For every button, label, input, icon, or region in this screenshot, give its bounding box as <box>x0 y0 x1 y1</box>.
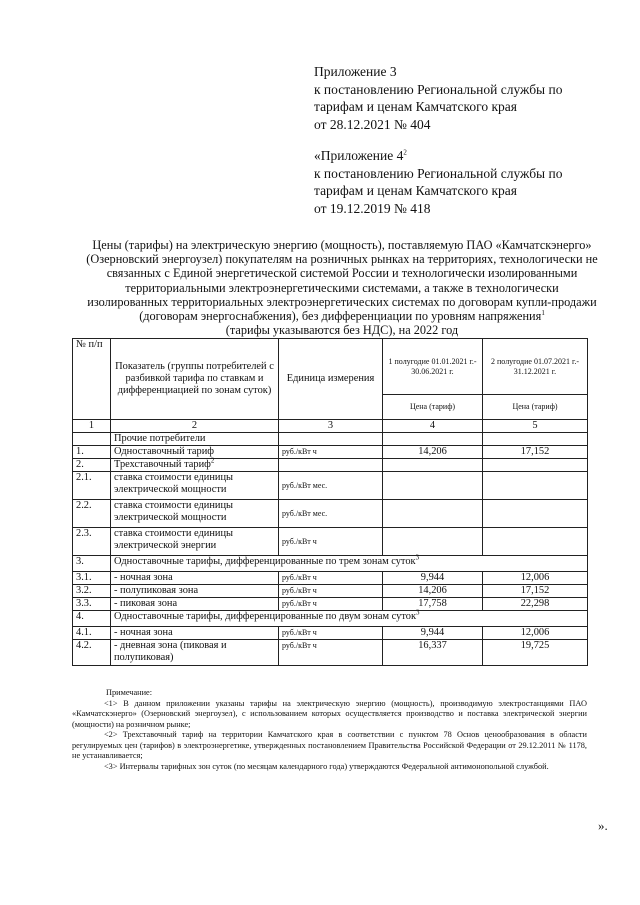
column-number: 1 <box>73 420 111 433</box>
table-row <box>73 572 588 585</box>
appendix-4-2-line4: от 19.12.2019 № 418 <box>314 200 431 216</box>
appendix-3-header <box>314 63 634 133</box>
appendix-3-line3: тарифам и ценам Камчатского края <box>314 99 517 114</box>
title-line: территориальными электроэнергетическими системами, а также в технологически <box>125 280 559 295</box>
footnote-2: <2> Трехставочный тариф на территории Камчатского края в соответствии с пунктом 78 Основ ценообразования в области регулируемых цен (тарифов) в электроэнергетике, утвержденных постановлением Правительства Российской Федерации от 29.12.2011 № 1178, не устанавливается; <box>72 730 587 760</box>
row-unit: руб./кВт ч <box>279 528 383 556</box>
column-number: 3 <box>279 420 383 433</box>
column-number: 5 <box>483 420 588 433</box>
row-number: 2.2. <box>73 500 111 528</box>
table-row <box>73 446 588 459</box>
header-unit: Единица измерения <box>279 339 383 420</box>
appendix-4-2-line2: к постановлению Региональной службы по <box>314 165 563 181</box>
title-line: Цены (тарифы) на электрическую энергию (мощность), поставляемую ПАО «Камчатскэнерго» <box>92 238 592 252</box>
footnote-1: <1> В данном приложении указаны тарифы на электрическую энергию (мощность), производимую электростанциями ПАО «Камчатскэнерго» (Озерновский энергоузел), с использованием которых осуществляется производство и поставка электрической энергии (мощности) на розничном рынке; <box>72 698 587 729</box>
column-number: 2 <box>111 420 279 433</box>
row-unit: руб./кВт ч <box>279 446 383 459</box>
appendix-3-line1: Приложение 3 <box>314 64 397 79</box>
column-number: 4 <box>383 420 483 433</box>
row-unit: руб./кВт ч <box>279 598 383 611</box>
row-value-half2: 22,298 <box>483 598 588 611</box>
header-half1: 1 полугодие 01.01.2021 г.- 30.06.2021 г. <box>383 339 483 395</box>
notes-label: Примечание: <box>106 688 153 697</box>
row-unit: руб./кВт ч <box>279 627 383 640</box>
table-row <box>73 556 588 572</box>
appendix-3-line2: к постановлению Региональной службы по <box>314 81 563 97</box>
row-name: - пиковая зона <box>111 598 279 611</box>
header-half2: 2 полугодие 01.07.2021 г.- 31.12.2021 г. <box>483 339 588 395</box>
row-number: 2.3. <box>73 528 111 556</box>
header-price1: Цена (тариф) <box>383 395 483 420</box>
row-unit: руб./кВт мес. <box>279 472 383 500</box>
row-name: Одноставочные тарифы, дифференцированные по трем зонам суток$^3$ <box>111 556 588 572</box>
table-row <box>73 433 588 446</box>
row-value-half1: 9,944 <box>383 572 483 585</box>
row-value-half1: 14,206 <box>383 585 483 598</box>
row-name: Одноставочные тарифы, дифференцированные по двум зонам суток$^3$ <box>111 611 588 627</box>
row-name: Трехставочный тариф$^2$ <box>111 459 279 472</box>
title-line: (договорам энергоснабжения), без дифференциации по уровням напряжения$^1$ <box>139 308 545 324</box>
row-name: ставка стоимости единицы электрической мощности <box>111 500 279 528</box>
column-number-row <box>73 420 588 433</box>
appendix-4-2-line1: «Приложение $4^2$ <box>314 148 407 163</box>
row-name: - ночная зона <box>111 627 279 640</box>
document-title <box>66 238 618 337</box>
row-number: 3.1. <box>73 572 111 585</box>
header-price2: Цена (тариф) <box>483 395 588 420</box>
row-value-half1: 17,758 <box>383 598 483 611</box>
header-num: № п/п <box>73 339 111 420</box>
appendix-3-line4: от 28.12.2021 № 404 <box>314 116 431 132</box>
table-row <box>73 640 588 666</box>
table-row <box>73 598 588 611</box>
title-line: (Озерновский энергоузел) покупателям на розничных рынках на территориях, технологически не <box>86 252 598 267</box>
row-number: 4. <box>73 611 111 627</box>
row-value-half2: 17,152 <box>483 446 588 459</box>
row-number: 3. <box>73 556 111 572</box>
table-row <box>73 528 588 556</box>
row-number: 3.3. <box>73 598 111 611</box>
title-line: связанных с Единой энергетической системой России и технологически изолированными <box>106 266 578 281</box>
row-number: 3.2. <box>73 585 111 598</box>
table-row <box>73 459 588 472</box>
footnotes <box>72 688 587 772</box>
table-header-row <box>73 339 588 395</box>
row-number: 4.1. <box>73 627 111 640</box>
tariff-table <box>72 338 588 666</box>
row-name: ставка стоимости единицы электрической мощности <box>111 472 279 500</box>
header-indicator: Показатель (группы потребителей с разбивкой тарифа по ставкам и дифференциацией по зонам суток) <box>111 339 279 420</box>
table-row <box>73 585 588 598</box>
row-name: - полупиковая зона <box>111 585 279 598</box>
row-value-half2: 12,006 <box>483 572 588 585</box>
row-number: 4.2. <box>73 640 111 666</box>
appendix-4-2-line3: тарифам и ценам Камчатского края <box>314 183 517 198</box>
closing-quote: ». <box>598 818 608 833</box>
row-unit: руб./кВт ч <box>279 640 383 666</box>
title-line: изолированных территориальных электроэнергетических системах по договорам купли-продажи <box>87 294 597 309</box>
row-value-half1: 9,944 <box>383 627 483 640</box>
table-row <box>73 500 588 528</box>
row-number: 1. <box>73 446 111 459</box>
row-name: ставка стоимости единицы электрической энергии <box>111 528 279 556</box>
row-name: Одноставочный тариф <box>111 446 279 459</box>
row-value-half2: 19,725 <box>483 640 588 666</box>
row-unit: руб./кВт ч <box>279 572 383 585</box>
title-line: (тарифы указываются без НДС), на 2022 год <box>225 323 459 338</box>
row-number: 2.1. <box>73 472 111 500</box>
table-row <box>73 472 588 500</box>
row-value-half2: 12,006 <box>483 627 588 640</box>
row-number: 2. <box>73 459 111 472</box>
footnote-3: <3> Интервалы тарифных зон суток (по месяцам календарного года) утверждаются Федеральной антимонопольной службой. <box>104 761 549 771</box>
row-name: - ночная зона <box>111 572 279 585</box>
row-value-half1: 16,337 <box>383 640 483 666</box>
table-row <box>73 627 588 640</box>
row-value-half2: 17,152 <box>483 585 588 598</box>
row-unit: руб./кВт ч <box>279 585 383 598</box>
row-unit: руб./кВт мес. <box>279 500 383 528</box>
row-value-half1: 14,206 <box>383 446 483 459</box>
appendix-4-2-header <box>314 147 634 217</box>
section-other-consumers: Прочие потребители <box>111 433 279 446</box>
table-row <box>73 611 588 627</box>
row-name: - дневная зона (пиковая и полупиковая) <box>111 640 279 666</box>
